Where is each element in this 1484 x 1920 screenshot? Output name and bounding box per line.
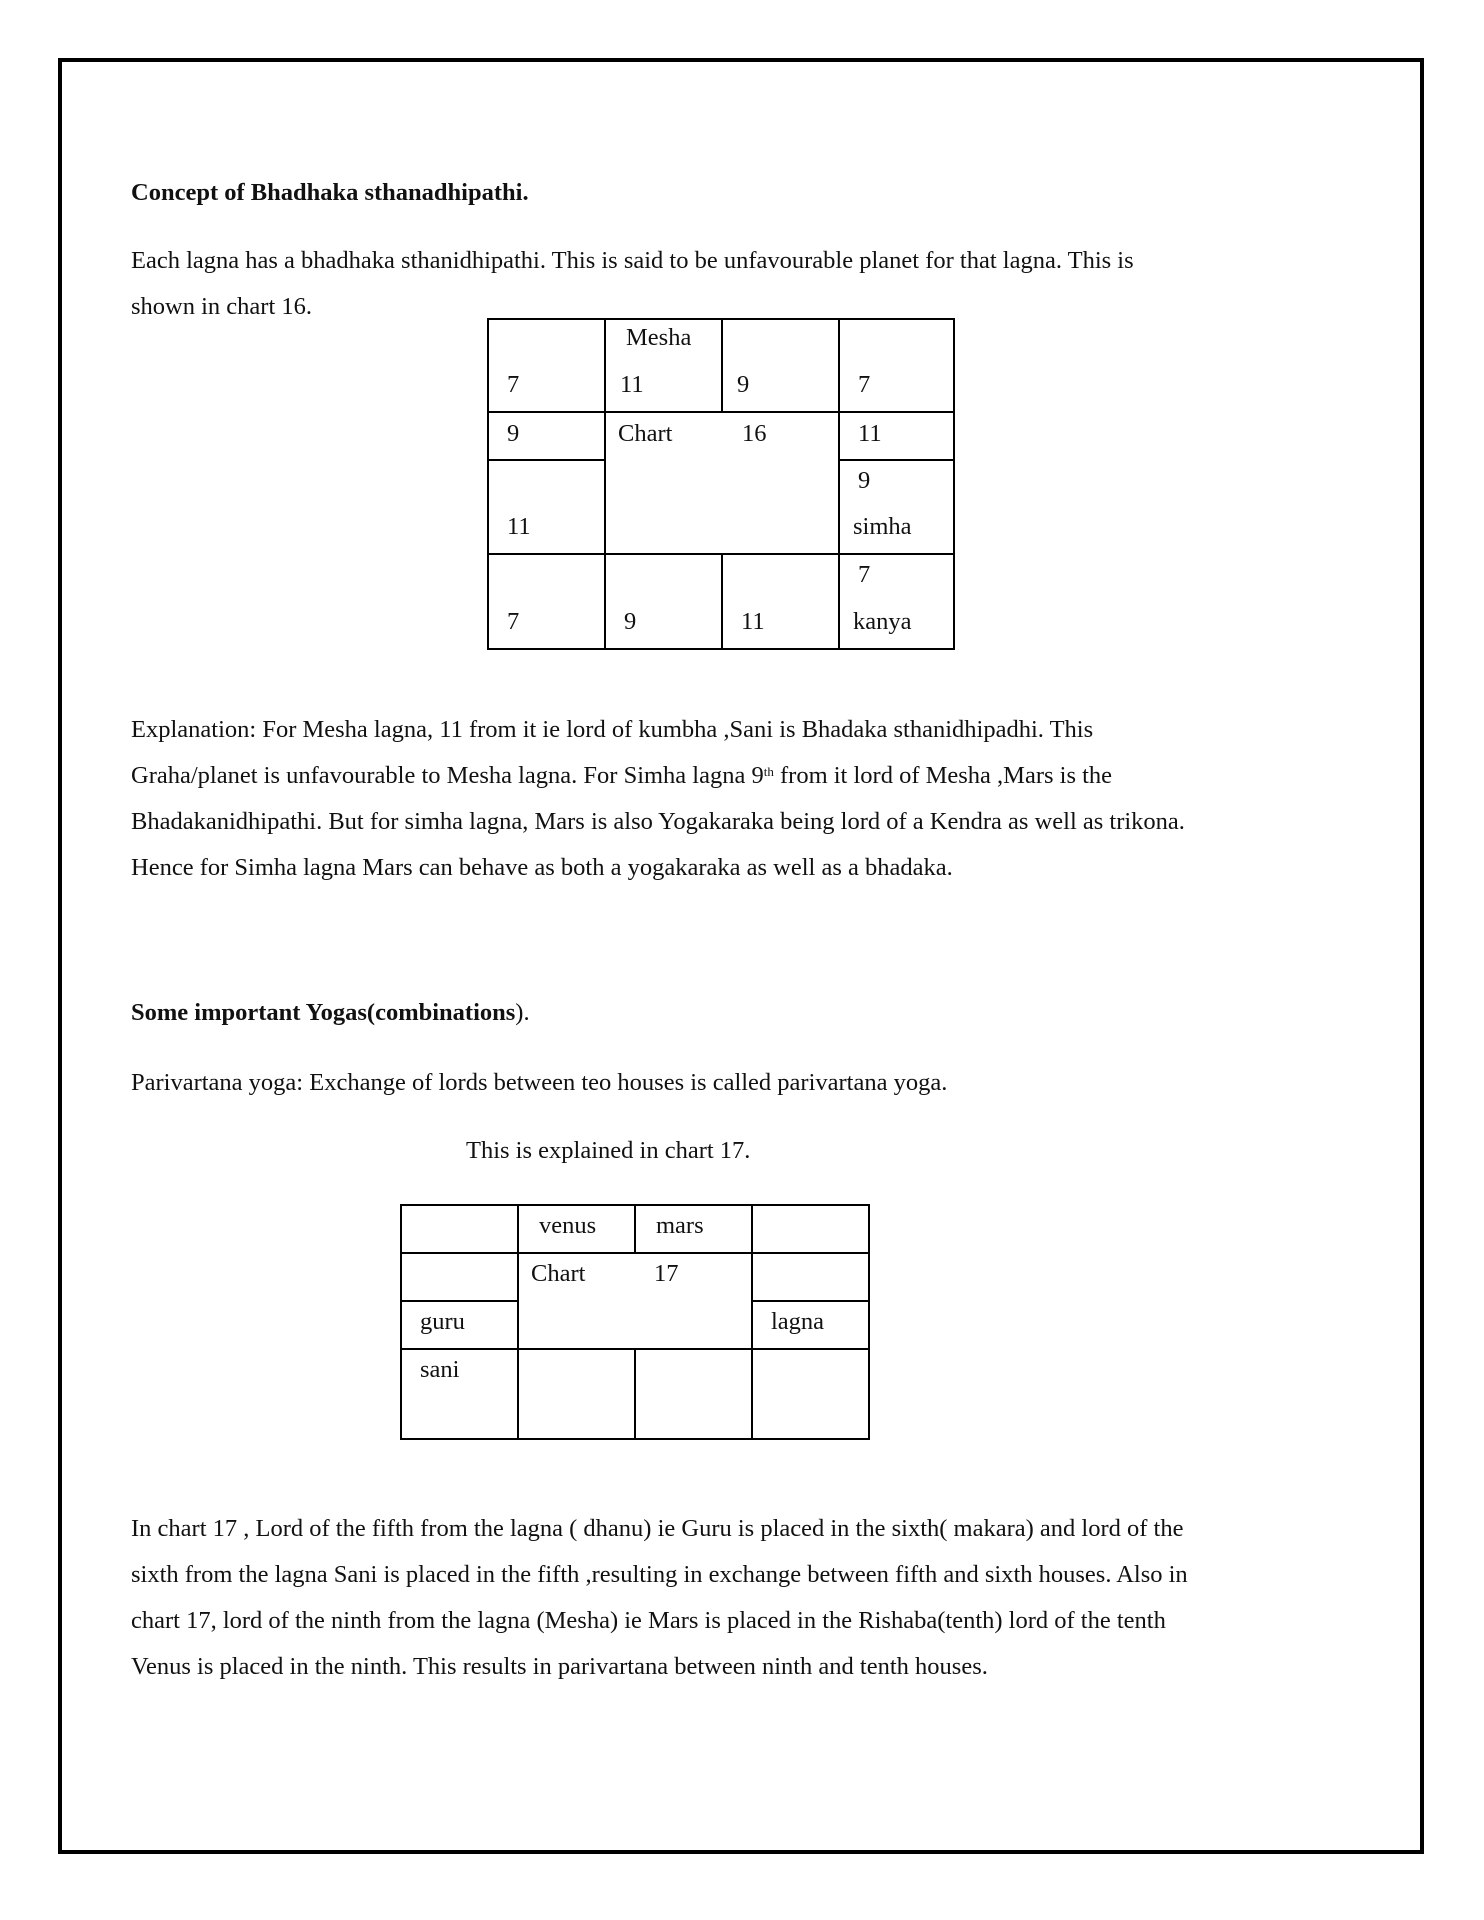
chart-17 — [400, 1204, 870, 1440]
chart16-label-right-upper: 11 — [858, 420, 882, 447]
chart16-cell-bottom-mid-right — [721, 553, 840, 650]
chart17-cell-bottom-left — [400, 1348, 519, 1440]
chart17-center-number: 17 — [654, 1260, 679, 1287]
chart16-label-bottom-left: 7 — [507, 608, 520, 635]
conclusion-line-1: In chart 17 , Lord of the fifth from the lagna ( dhanu) ie Guru is placed in the sixth( makara) and lord of the — [131, 1515, 1184, 1542]
chart16-cell-left-upper — [487, 411, 606, 461]
explanation-line-1: Explanation: For Mesha lagna, 11 from it ie lord of kumbha ,Sani is Bhadaka sthanidhipadhi. This — [131, 716, 1094, 743]
chart16-center-word: Chart — [618, 420, 673, 447]
chart16-cell-bottom-mid-left — [604, 553, 723, 650]
chart16-label-top-left: 7 — [507, 371, 520, 398]
chart16-cell-top-right — [838, 318, 955, 413]
chart16-label-mesha: Mesha — [626, 324, 692, 351]
chart16-label-bottom-mid-left: 9 — [624, 608, 637, 635]
chart17-label-lagna: lagna — [771, 1308, 825, 1335]
conclusion-line-2: sixth from the lagna Sani is placed in the fifth ,resulting in exchange between fifth and sixth houses. Also in — [131, 1561, 1188, 1588]
chart17-cell-bottom-mid-right — [634, 1348, 753, 1440]
chart16-label-left-middle: 11 — [507, 513, 531, 540]
chart17-center-word: Chart — [531, 1260, 586, 1287]
chart16-cell-bottom-left — [487, 553, 606, 650]
chart17-cell-top-right — [751, 1204, 870, 1254]
chart16-label-top-right: 7 — [858, 371, 871, 398]
explanation-line-3: Bhadakanidhipathi. But for simha lagna, Mars is also Yogakaraka being lord of a Kendra as well as trikona. — [131, 808, 1185, 835]
chart16-label-left-upper: 9 — [507, 420, 520, 447]
intro-line-1: Each lagna has a bhadhaka sthanidhipathi. This is said to be unfavourable planet for that lagna. This is — [131, 247, 1134, 274]
chart16-center-number: 16 — [742, 420, 767, 447]
heading-yogas: Some important Yogas(combinations). — [131, 999, 530, 1026]
conclusion-line-3: chart 17, lord of the ninth from the lagna (Mesha) ie Mars is placed in the Rishaba(tenth) lord of the tenth — [131, 1607, 1166, 1634]
chart17-cell-bottom-mid-left — [517, 1348, 636, 1440]
chart16-label-simha: simha — [853, 513, 912, 540]
chart16-label-right-middle-number: 9 — [858, 467, 871, 494]
chart16-cell-top-left — [487, 318, 606, 413]
parivartana-definition: Parivartana yoga: Exchange of lords between teo houses is called parivartana yoga. — [131, 1069, 948, 1096]
chart17-label-guru: guru — [420, 1308, 465, 1335]
chart16-label-bottom-mid-right: 11 — [741, 608, 765, 635]
chart17-caption: This is explained in chart 17. — [466, 1137, 751, 1164]
heading-bhadhaka: Concept of Bhadhaka sthanadhipathi. — [131, 179, 529, 206]
chart-16 — [487, 318, 955, 650]
chart16-label-kanya: kanya — [853, 608, 912, 635]
chart17-cell-top-left — [400, 1204, 519, 1254]
explanation-line-2: Graha/planet is unfavourable to Mesha lagna. For Simha lagna 9th from it lord of Mesha ,Mars is the — [131, 762, 1113, 789]
chart16-label-top-mid-left: 11 — [620, 371, 644, 398]
chart16-label-bottom-right-number: 7 — [858, 561, 871, 588]
explanation-line-4: Hence for Simha lagna Mars can behave as both a yogakaraka as well as a bhadaka. — [131, 854, 953, 881]
intro-line-2: shown in chart 16. — [131, 293, 312, 320]
chart16-label-top-mid-right: 9 — [737, 371, 750, 398]
chart17-label-sani: sani — [420, 1356, 460, 1383]
chart17-label-venus: venus — [539, 1212, 597, 1239]
chart17-cell-right-upper — [751, 1252, 870, 1302]
chart16-cell-left-middle — [487, 459, 606, 555]
chart17-cell-left-upper — [400, 1252, 519, 1302]
conclusion-line-4: Venus is placed in the ninth. This results in parivartana between ninth and tenth houses. — [131, 1653, 988, 1680]
chart17-label-mars: mars — [656, 1212, 704, 1239]
chart17-cell-bottom-right — [751, 1348, 870, 1440]
chart16-cell-right-upper — [838, 411, 955, 461]
